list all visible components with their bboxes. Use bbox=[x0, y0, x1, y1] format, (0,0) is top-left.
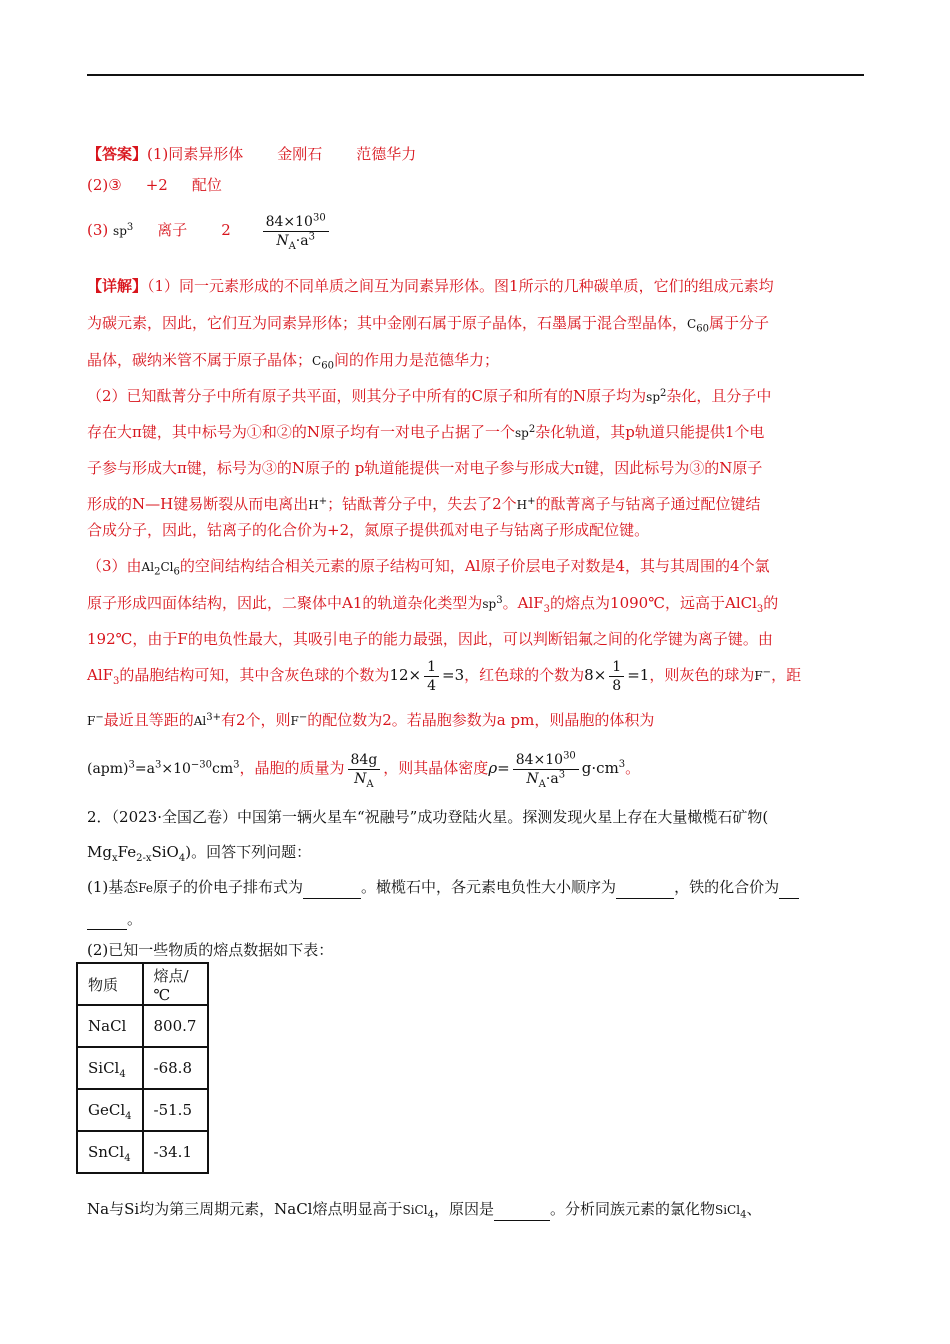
explain-p2-l3: 子参与形成大π键，标号为③的N原子的 p轨道能提供一对电子参与形成大π键，因此标号为③的N原子 bbox=[87, 459, 763, 477]
explain-p3-l1: （3）由$Al_2Cl_6$的空间结构结合相关元素的原子结构可知，Al原子价层电子对数是4，其与其周围的4个氯 bbox=[87, 557, 770, 578]
q2-line-2: $Mg_xFe_{2-x}SiO_4$)。回答下列问题： bbox=[87, 843, 312, 864]
table-cell: 800.7 bbox=[143, 1005, 208, 1047]
q2-line-4: 。 bbox=[87, 908, 142, 930]
explain-p3-l6: $(apm)^3=a^3\times 10^{-30}cm^3$，晶胞的质量为 $\frac{84g}{N_A}$ ，则其晶体密度ρ= $\frac{84\times 10^{30}}{N_A\cdot a^3}$ $g\cdot cm^3$。 bbox=[87, 749, 641, 790]
explain-p3-l4: AlF$_3$的晶胞结构可知，其中含灰色球的个数为12× $\frac{1}{4}$ =3，红色球的个数为8× $\frac{1}{8}$ =1，则灰色的球为F−，距 bbox=[87, 658, 802, 694]
answer-blank[interactable] bbox=[87, 913, 127, 930]
table-cell: NaCl bbox=[77, 1005, 143, 1047]
table-header: 熔点/℃ bbox=[143, 963, 208, 1005]
table-header-row bbox=[77, 963, 208, 1005]
explain-tag: 【详解】 bbox=[87, 277, 148, 295]
explain-p2-l4: 形成的N—H键易断裂从而电离出H+；钴酞菁分子中，失去了2个H+的酞菁离子与钴离子通过配位键结 bbox=[87, 495, 761, 513]
q2-line-3: (1)基态Fe原子的价电子排布式为 。橄榄石中，各元素电负性大小顺序为 ，铁的化合价为 bbox=[87, 876, 799, 899]
table-cell: GeCl$_4$ bbox=[77, 1089, 143, 1131]
table-cell: SiCl$_4$ bbox=[77, 1047, 143, 1089]
explain-p2-l5: 合成分子，因此，钴离子的化合价为+2，氮原子提供孤对电子与钴离子形成配位键。 bbox=[87, 521, 650, 539]
answer-line-2: (2)③ +2 配位 bbox=[87, 176, 222, 194]
explain-p1-l1: 【详解】（1）同一元素形成的不同单质之间互为同素异形体。图1所示的几种碳单质，它们的组成元素均 bbox=[87, 277, 774, 295]
table-row bbox=[77, 1047, 208, 1089]
table-row bbox=[77, 1131, 208, 1173]
explain-p3-l5: F−最近且等距的$Al^{3+}$有2个，则F−的配位数为2。若晶胞参数为a pm，则晶胞的体积为 bbox=[87, 711, 655, 729]
answer-tag: 【答案】 bbox=[87, 145, 148, 163]
q2-line-5: (2)已知一些物质的熔点数据如下表： bbox=[87, 941, 334, 959]
explain-p3-l2: 原子形成四面体结构，因此，二聚体中A1的轨道杂化类型为$sp^3$。AlF$_3$的熔点为1090℃，远高于AlCl$_3$的 bbox=[87, 594, 779, 615]
density-fraction: $\frac{84\times 10^{30}}{N_A\cdot a^3}$ bbox=[263, 213, 329, 250]
q2-line-6: Na与Si均为第三周期元素，NaCl熔点明显高于SiCl$_4$，原因是 。分析同族元素的氯化物SiCl$_4$、 bbox=[87, 1200, 762, 1221]
explain-p1-l3: 晶体，碳纳米管不属于原子晶体；$C_{60}$间的作用力是范德华力； bbox=[87, 351, 499, 372]
melting-point-table bbox=[76, 962, 209, 1174]
q2-line-1: 2．（2023·全国乙卷）中国第一辆火星车“祝融号”成功登陆火星。探测发现火星上存在大量橄榄石矿物( bbox=[87, 808, 769, 826]
explain-p1-l2: 为碳元素，因此，它们互为同素异形体；其中金刚石属于原子晶体，石墨属于混合型晶体，$C_{60}$属于分子 bbox=[87, 314, 769, 335]
explain-p2-l2: 存在大π键，其中标号为①和②的N原子均有一对电子占据了一个$sp^2$杂化轨道，其p轨道只能提供1个电 bbox=[87, 423, 765, 441]
answer-line-3: (3) $sp^3$ 离子 2 $\frac{84\times 10^{30}}{N_A\cdot a^3}$ bbox=[87, 210, 332, 251]
table-cell: -51.5 bbox=[143, 1089, 208, 1131]
header-rule bbox=[87, 74, 864, 76]
answer-blank[interactable] bbox=[616, 882, 674, 899]
table-cell: SnCl$_4$ bbox=[77, 1131, 143, 1173]
table-cell: -34.1 bbox=[143, 1131, 208, 1173]
table-header: 物质 bbox=[77, 963, 143, 1005]
answer-blank[interactable] bbox=[779, 882, 799, 899]
explain-p2-l1: （2）已知酞菁分子中所有原子共平面，则其分子中所有的C原子和所有的N原子均为$sp^2$杂化，且分子中 bbox=[87, 387, 772, 405]
answer-blank[interactable] bbox=[494, 1204, 550, 1221]
answer-blank[interactable] bbox=[303, 882, 361, 899]
table-row bbox=[77, 1005, 208, 1047]
table-row bbox=[77, 1089, 208, 1131]
explain-p3-l3: 192℃，由于F的电负性最大，其吸引电子的能力最强，因此，可以判断铝氟之间的化学键为离子键。由 bbox=[87, 630, 773, 648]
table-cell: -68.8 bbox=[143, 1047, 208, 1089]
answer-line-1: 【答案】(1)同素异形体 金刚石 范德华力 bbox=[87, 145, 417, 163]
